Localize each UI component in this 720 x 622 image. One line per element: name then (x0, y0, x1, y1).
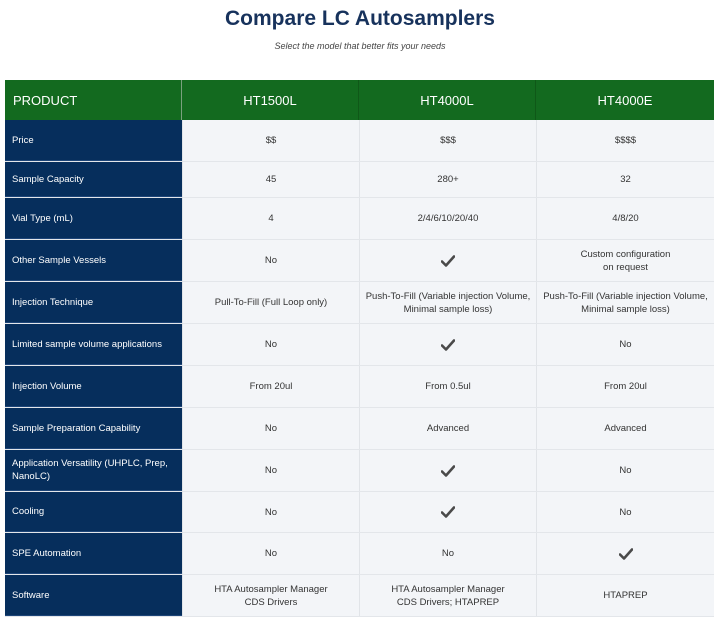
table-cell-check (536, 533, 714, 574)
page-subtitle: Select the model that better fits your needs (274, 41, 446, 51)
table-cell: Pull-To-Fill (Full Loop only) (182, 282, 359, 323)
table-cell: Push-To-Fill (Variable injection Volume, Minimal sample loss) (359, 282, 536, 323)
table-cell: 32 (536, 162, 714, 197)
table-cell: HTA Autosampler Manager CDS Drivers (182, 575, 359, 616)
table-cell: No (182, 533, 359, 574)
row-label: Injection Technique (5, 282, 182, 323)
row-label: SPE Automation (5, 533, 182, 574)
table-row (5, 120, 714, 162)
check-icon (441, 506, 455, 518)
table-row (5, 240, 714, 282)
table-cell: No (536, 450, 714, 491)
page-title: Compare LC Autosamplers (225, 7, 495, 30)
row-label: Cooling (5, 492, 182, 532)
table-cell: No (182, 408, 359, 449)
check-icon (619, 548, 633, 560)
table-cell: Advanced (359, 408, 536, 449)
table-cell: No (182, 450, 359, 491)
table-row (5, 282, 714, 324)
table-cell: From 0.5ul (359, 366, 536, 407)
column-header-ht4000l: HT4000L (359, 80, 536, 120)
table-row (5, 492, 714, 533)
table-cell: HTA Autosampler Manager CDS Drivers; HTAPREP (359, 575, 536, 616)
table-cell-check (359, 492, 536, 532)
table-cell: HTAPREP (536, 575, 714, 616)
column-header-ht1500l: HT1500L (182, 80, 359, 120)
table-cell: Push-To-Fill (Variable injection Volume, Minimal sample loss) (536, 282, 714, 323)
table-cell: $$$ (359, 120, 536, 161)
table-cell: $$ (182, 120, 359, 161)
check-icon (441, 339, 455, 351)
column-header-ht4000e: HT4000E (536, 80, 714, 120)
comparison-table (5, 80, 714, 617)
table-cell: No (182, 240, 359, 281)
table-cell: 4/8/20 (536, 198, 714, 239)
table-body (5, 120, 714, 617)
row-label: Limited sample volume applications (5, 324, 182, 365)
table-cell: No (182, 324, 359, 365)
table-cell: 4 (182, 198, 359, 239)
table-cell: 45 (182, 162, 359, 197)
table-cell-check (359, 450, 536, 491)
row-label: Sample Capacity (5, 162, 182, 197)
table-cell-check (359, 324, 536, 365)
table-row (5, 162, 714, 198)
check-icon (441, 255, 455, 267)
table-cell: 280+ (359, 162, 536, 197)
table-row (5, 533, 714, 575)
table-row (5, 366, 714, 408)
table-cell: No (536, 324, 714, 365)
check-icon (441, 465, 455, 477)
table-cell: No (359, 533, 536, 574)
table-cell: Advanced (536, 408, 714, 449)
table-cell: Custom configuration on request (536, 240, 714, 281)
row-label: Injection Volume (5, 366, 182, 407)
row-label: Software (5, 575, 182, 616)
table-header-row (5, 80, 714, 120)
table-row (5, 450, 714, 492)
column-header-product: PRODUCT (5, 80, 182, 120)
row-label: Price (5, 120, 182, 161)
row-label: Sample Preparation Capability (5, 408, 182, 449)
row-label: Vial Type (mL) (5, 198, 182, 239)
table-cell: No (536, 492, 714, 532)
table-cell: From 20ul (182, 366, 359, 407)
table-row (5, 408, 714, 450)
row-label: Application Versatility (UHPLC, Prep, NanoLC) (5, 450, 182, 491)
row-label: Other Sample Vessels (5, 240, 182, 281)
table-cell-check (359, 240, 536, 281)
table-cell: No (182, 492, 359, 532)
table-row (5, 324, 714, 366)
table-row (5, 575, 714, 617)
table-cell: From 20ul (536, 366, 714, 407)
table-row (5, 198, 714, 240)
table-cell: 2/4/6/10/20/40 (359, 198, 536, 239)
table-cell: $$$$ (536, 120, 714, 161)
